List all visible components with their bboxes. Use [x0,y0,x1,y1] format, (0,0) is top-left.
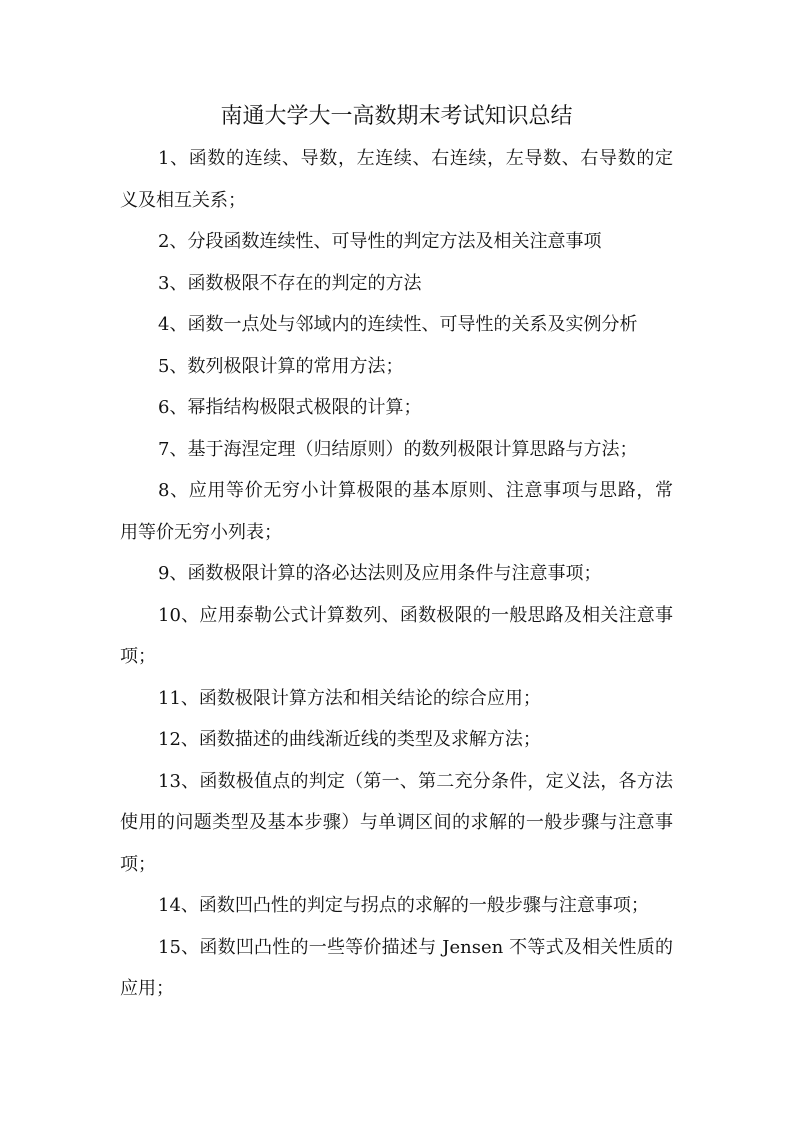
list-item [120,304,673,346]
list-item [120,346,673,388]
list-item [120,221,673,263]
list-item [120,553,673,595]
text-line: 9、函数极限计算的洛必达法则及应用条件与注意事项； [158,563,602,584]
list-item [120,138,673,221]
text-line: 11、函数极限计算方法和相关结论的综合应用； [158,687,541,709]
text-line: 15、函数凹凸性的一些等价描述与 Jensen 不等式及相关性质的 [158,936,673,958]
list-item [120,885,673,927]
list-item [120,470,673,553]
text-line: 10、应用泰勒公式计算数列、函数极限的一般思路及相关注意事 [158,604,673,626]
text-line: 6、幂指结构极限式极限的计算； [158,397,422,418]
document-page [120,96,673,1010]
text-line: 使用的问题类型及基本步骤）与单调区间的求解的一般步骤与注意事 [120,812,673,833]
text-line: 3、函数极限不存在的判定的方法 [158,272,422,294]
text-line: 项； [120,646,156,667]
list-item [120,263,673,305]
text-line: 5、数列极限计算的常用方法； [158,355,404,377]
list-item [120,429,673,471]
list-item [120,927,673,1010]
text-line: 2、分段函数连续性、可导性的判定方法及相关注意事项 [158,231,602,252]
text-line: 12、函数描述的曲线渐近线的类型及求解方法； [158,729,541,750]
text-line: 7、基于海涅定理（归结原则）的数列极限计算思路与方法； [158,438,638,460]
text-line: 13、函数极值点的判定（第一、第二充分条件，定义法，各方法 [158,770,673,792]
list-item [120,761,673,886]
document-body [120,138,673,1010]
text-line: 项； [120,853,156,875]
text-line: 8、应用等价无穷小计算极限的基本原则、注意事项与思路，常 [158,480,673,501]
document-title: 南通大学大一高数期末考试知识总结 [220,104,573,129]
text-line: 应用； [120,978,174,999]
list-item [120,595,673,678]
text-line: 用等价无穷小列表； [120,521,282,543]
list-item [120,719,673,761]
text-line: 义及相互关系； [120,189,246,211]
list-item [120,678,673,720]
text-line: 14、函数凹凸性的判定与拐点的求解的一般步骤与注意事项； [158,895,649,916]
text-line: 4、函数一点处与邻域内的连续性、可导性的关系及实例分析 [158,314,638,335]
text-line: 1、函数的连续、导数，左连续、右连续，左导数、右导数的定 [158,148,673,169]
list-item [120,387,673,429]
